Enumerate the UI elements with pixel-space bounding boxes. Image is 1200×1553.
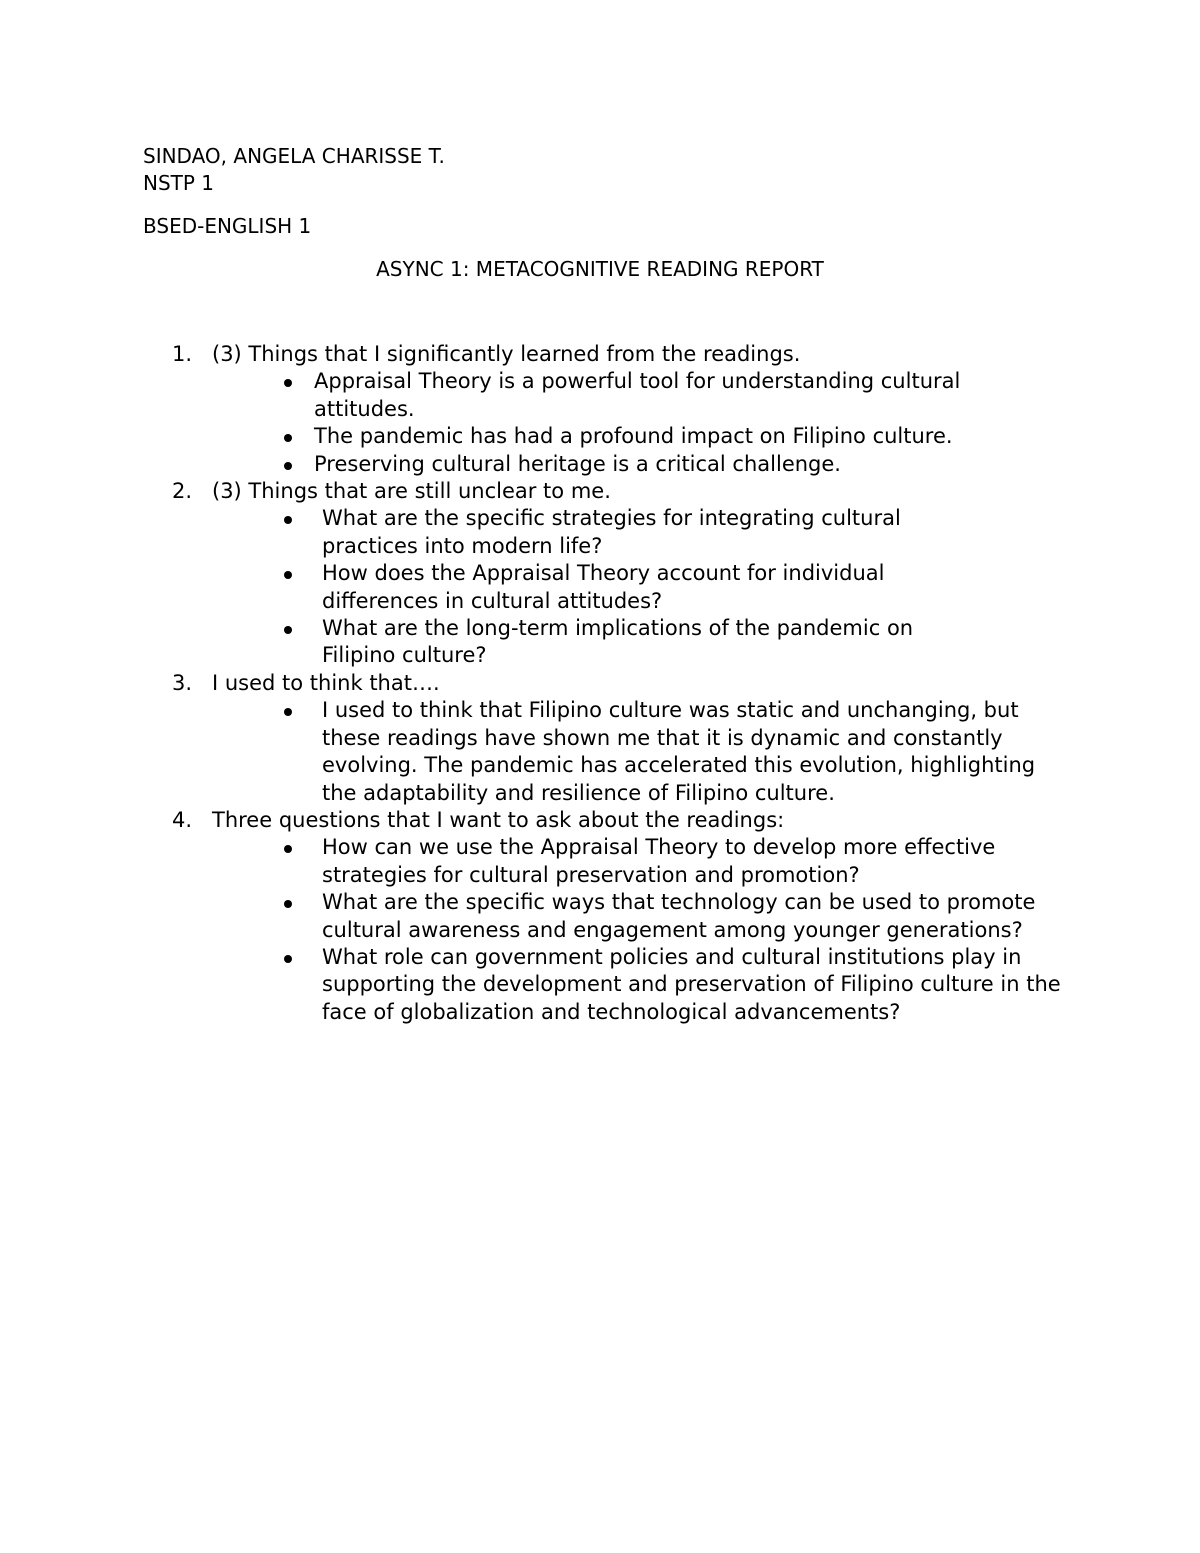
list-item [172,341,1072,478]
item-number: 3. [172,670,193,695]
bullet-item [322,834,1072,889]
bullet-item [314,368,1072,423]
bullet-text: What are the specific strategies for integrating cultural practices into modern life? [322,506,901,558]
bullet-list [212,505,1072,669]
bullet-item [322,889,1072,944]
bullet-item [322,615,1072,670]
item-number: 4. [172,807,193,832]
bullet-text: How can we use the Appraisal Theory to develop more effective strategies for cultural preservation and promotion? [322,835,996,887]
bullet-icon [284,955,292,963]
bullet-icon [284,900,292,908]
bullet-text: Preserving cultural heritage is a critical challenge. [314,451,841,476]
bullet-icon [284,708,292,716]
bullet-text: What are the long-term implications of the pandemic on Filipino culture? [322,616,914,668]
bullet-item [314,451,1072,478]
report-title: ASYNC 1: METACOGNITIVE READING REPORT [376,257,824,281]
item-number: 2. [172,479,193,504]
bullet-item [322,505,1072,560]
list-item [172,670,1072,807]
bullet-text: What are the specific ways that technology can be used to promote cultural awareness and engagement among younger generations? [322,890,1036,942]
course-code: NSTP 1 [143,171,215,195]
bullet-list [212,697,1072,807]
bullet-item [322,697,1072,807]
program-name: BSED-ENGLISH 1 [143,214,312,238]
bullet-item [314,423,1072,450]
bullet-item [322,944,1072,1026]
bullet-icon [284,626,292,634]
list-item [172,807,1072,1026]
bullet-icon [284,462,292,470]
bullet-list [212,834,1072,1026]
bullet-text: The pandemic has had a profound impact on Filipino culture. [314,424,953,449]
bullet-icon [284,845,292,853]
bullet-icon [284,434,292,442]
bullet-list [212,368,1072,478]
bullet-icon [284,379,292,387]
item-heading: (3) Things that I significantly learned from the readings. [212,342,801,366]
bullet-item [322,560,1072,615]
item-heading: (3) Things that are still unclear to me. [212,479,611,504]
bullet-text: How does the Appraisal Theory account for individual differences in cultural attitudes? [322,561,885,613]
list-item [172,478,1072,670]
item-heading: I used to think that…. [212,670,440,695]
item-number: 1. [172,342,193,366]
bullet-icon [284,516,292,524]
bullet-text: I used to think that Filipino culture was static and unchanging, but these readings have shown me that it is dynamic and constantly evolving. The pandemic has accelerated this evolution, highlighting the adaptability and resilience of Filipino culture. [322,698,1036,805]
numbered-list [172,341,1072,1026]
bullet-text: Appraisal Theory is a powerful tool for understanding cultural attitudes. [314,369,961,421]
item-heading: Three questions that I want to ask about the readings: [212,807,785,832]
bullet-text: What role can government policies and cultural institutions play in supporting the development and preservation of Filipino culture in the face of globalization and technological advancements? [322,944,1061,1024]
bullet-icon [284,571,292,579]
student-name: SINDAO, ANGELA CHARISSE T. [143,144,445,168]
